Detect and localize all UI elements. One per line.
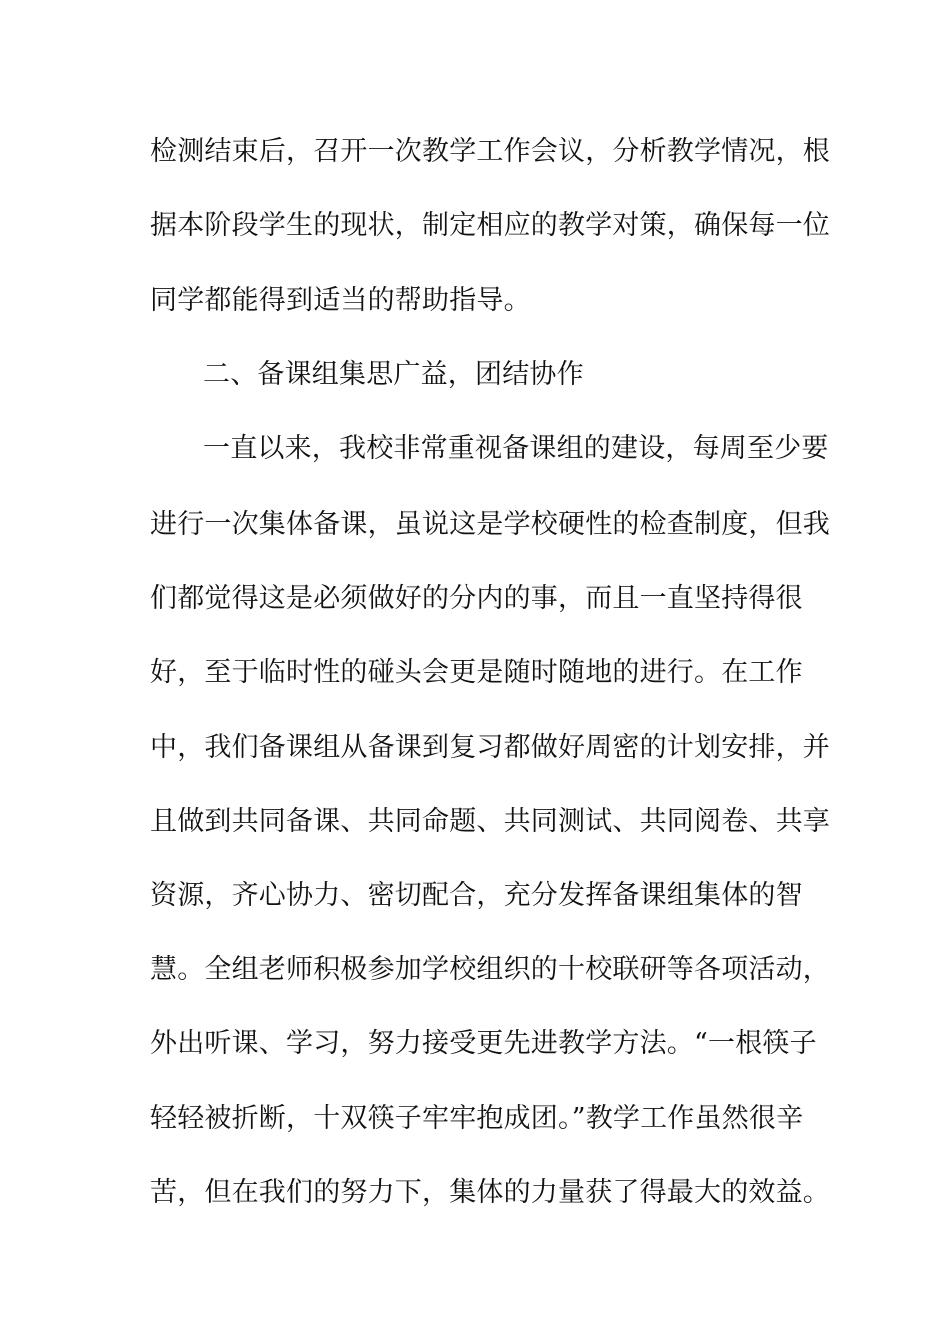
- body-text-line: 们都觉得这是必须做好的分内的事，而且一直坚持得很: [150, 583, 803, 614]
- body-text-line: 苦，但在我们的努力下，集体的力量获了得最大的效益。: [150, 1177, 830, 1208]
- body-text-line: 检测结束后，召开一次教学工作会议，分析教学情况，根: [150, 136, 830, 167]
- body-text-line: 慧。全组老师积极参加学校组织的十校联研等各项活动，: [150, 954, 830, 985]
- body-text-line: 中，我们备课组从备课到复习都做好周密的计划安排，并: [150, 732, 830, 763]
- body-text-line: 好，至于临时性的碰头会更是随时随地的进行。在工作: [150, 657, 803, 688]
- section-heading: 二、备课组集思广益，团结协作: [203, 359, 584, 390]
- body-text-line: 且做到共同备课、共同命题、共同测试、共同阅卷、共享: [150, 806, 830, 837]
- body-text-line: 资源，齐心协力、密切配合，充分发挥备课组集体的智: [150, 880, 803, 911]
- body-text-line: 一直以来，我校非常重视备课组的建设，每周至少要: [203, 433, 829, 464]
- body-text-line: 外出听课、学习，努力接受更先进教学方法。“一根筷子: [150, 1028, 817, 1059]
- body-text-line: 同学都能得到适当的帮助指导。: [150, 285, 531, 316]
- body-text-line: 据本阶段学生的现状，制定相应的教学对策，确保每一位: [150, 210, 830, 241]
- body-text-line: 轻轻被折断，十双筷子牢牢抱成团。”教学工作虽然很辛: [150, 1103, 804, 1134]
- body-text-line: 进行一次集体备课，虽说这是学校硬性的检查制度，但我: [150, 509, 830, 540]
